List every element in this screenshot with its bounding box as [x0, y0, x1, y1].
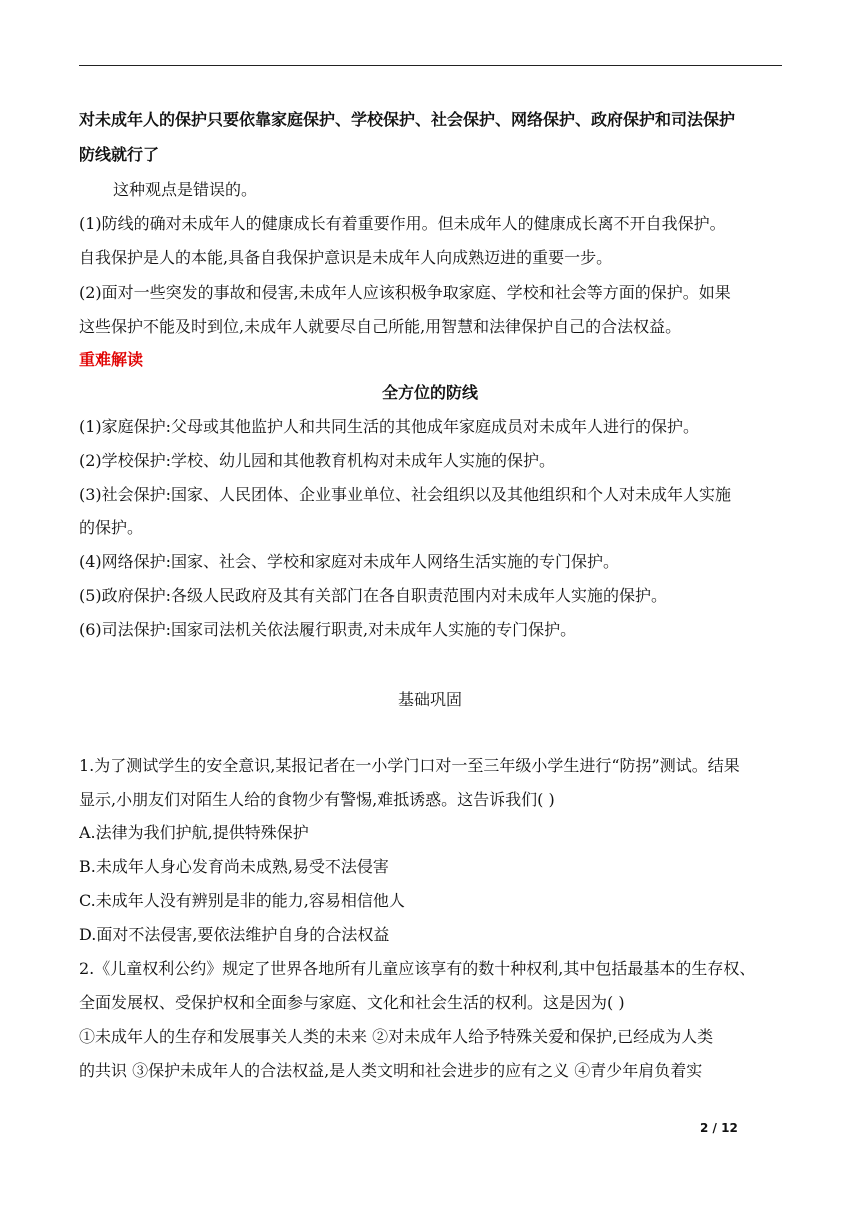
page-number: 2 / 12 [700, 1121, 738, 1135]
point-1-line-1: (1)防线的确对未成年人的健康成长有着重要作用。但未成年人的健康成长离不开自我保护。 [79, 214, 726, 233]
question-1-line-1: 1.为了测试学生的安全意识,某报记者在一小学门口对一至三年级小学生进行“防拐”测试。结果 [79, 756, 740, 775]
protection-item-1: (1)家庭保护:父母或其他监护人和共同生活的其他成年家庭成员对未成年人进行的保护。 [79, 417, 700, 436]
question-2-line-3: ①未成年人的生存和发展事关人类的未来 ②对未成年人给予特殊关爱和保护,已经成为人类 [79, 1027, 714, 1046]
header-rule [79, 65, 782, 66]
key-section-subtitle: 全方位的防线 [381, 383, 478, 402]
point-1-line-2: 自我保护是人的本能,具备自我保护意识是未成年人向成熟迈进的重要一步。 [79, 248, 613, 267]
point-2-line-2: 这些保护不能及时到位,未成年人就要尽自己所能,用智慧和法律保护自己的合法权益。 [79, 317, 682, 336]
key-section-heading: 重难解读 [79, 350, 144, 369]
question-2-line-2: 全面发展权、受保护权和全面参与家庭、文化和社会生活的权利。这是因为( ) [79, 993, 625, 1012]
protection-item-6: (6)司法保护:国家司法机关依法履行职责,对未成年人实施的专门保护。 [79, 620, 577, 639]
question-1-option-d: D.面对不法侵害,要依法维护自身的合法权益 [79, 925, 390, 944]
protection-item-3-line-2: 的保护。 [79, 518, 144, 537]
misconception-line-1: 对未成年人的保护只要依靠家庭保护、学校保护、社会保护、网络保护、政府保护和司法保护 [79, 110, 736, 129]
question-2-line-4: 的共识 ③保护未成年人的合法权益,是人类文明和社会进步的应有之义 ④青少年肩负着实 [79, 1061, 703, 1080]
point-2-line-1: (2)面对一些突发的事故和侵害,未成年人应该积极争取家庭、学校和社会等方面的保护。如果 [79, 283, 731, 302]
protection-item-5: (5)政府保护:各级人民政府及其有关部门在各自职责范围内对未成年人实施的保护。 [79, 586, 668, 605]
protection-item-3-line-1: (3)社会保护:国家、人民团体、企业事业单位、社会组织以及其他组织和个人对未成年人实施 [79, 485, 732, 504]
question-1-option-b: B.未成年人身心发育尚未成熟,易受不法侵害 [79, 857, 389, 876]
question-1-option-c: C.未成年人没有辨别是非的能力,容易相信他人 [79, 891, 405, 910]
protection-item-4: (4)网络保护:国家、社会、学校和家庭对未成年人网络生活实施的专门保护。 [79, 552, 620, 571]
exercises-heading: 基础巩固 [397, 690, 462, 709]
question-1-line-2: 显示,小朋友们对陌生人给的食物少有警惕,难抵诱惑。这告诉我们( ) [79, 790, 555, 809]
misconception-line-2: 防线就行了 [79, 145, 160, 164]
protection-item-2: (2)学校保护:学校、幼儿园和其他教育机构对未成年人实施的保护。 [79, 451, 556, 470]
question-2-line-1: 2.《儿童权利公约》规定了世界各地所有儿童应该享有的数十种权利,其中包括最基本的生存权、 [79, 959, 756, 978]
question-1-option-a: A.法律为我们护航,提供特殊保护 [79, 823, 309, 842]
verdict-text: 这种观点是错误的。 [113, 180, 258, 199]
